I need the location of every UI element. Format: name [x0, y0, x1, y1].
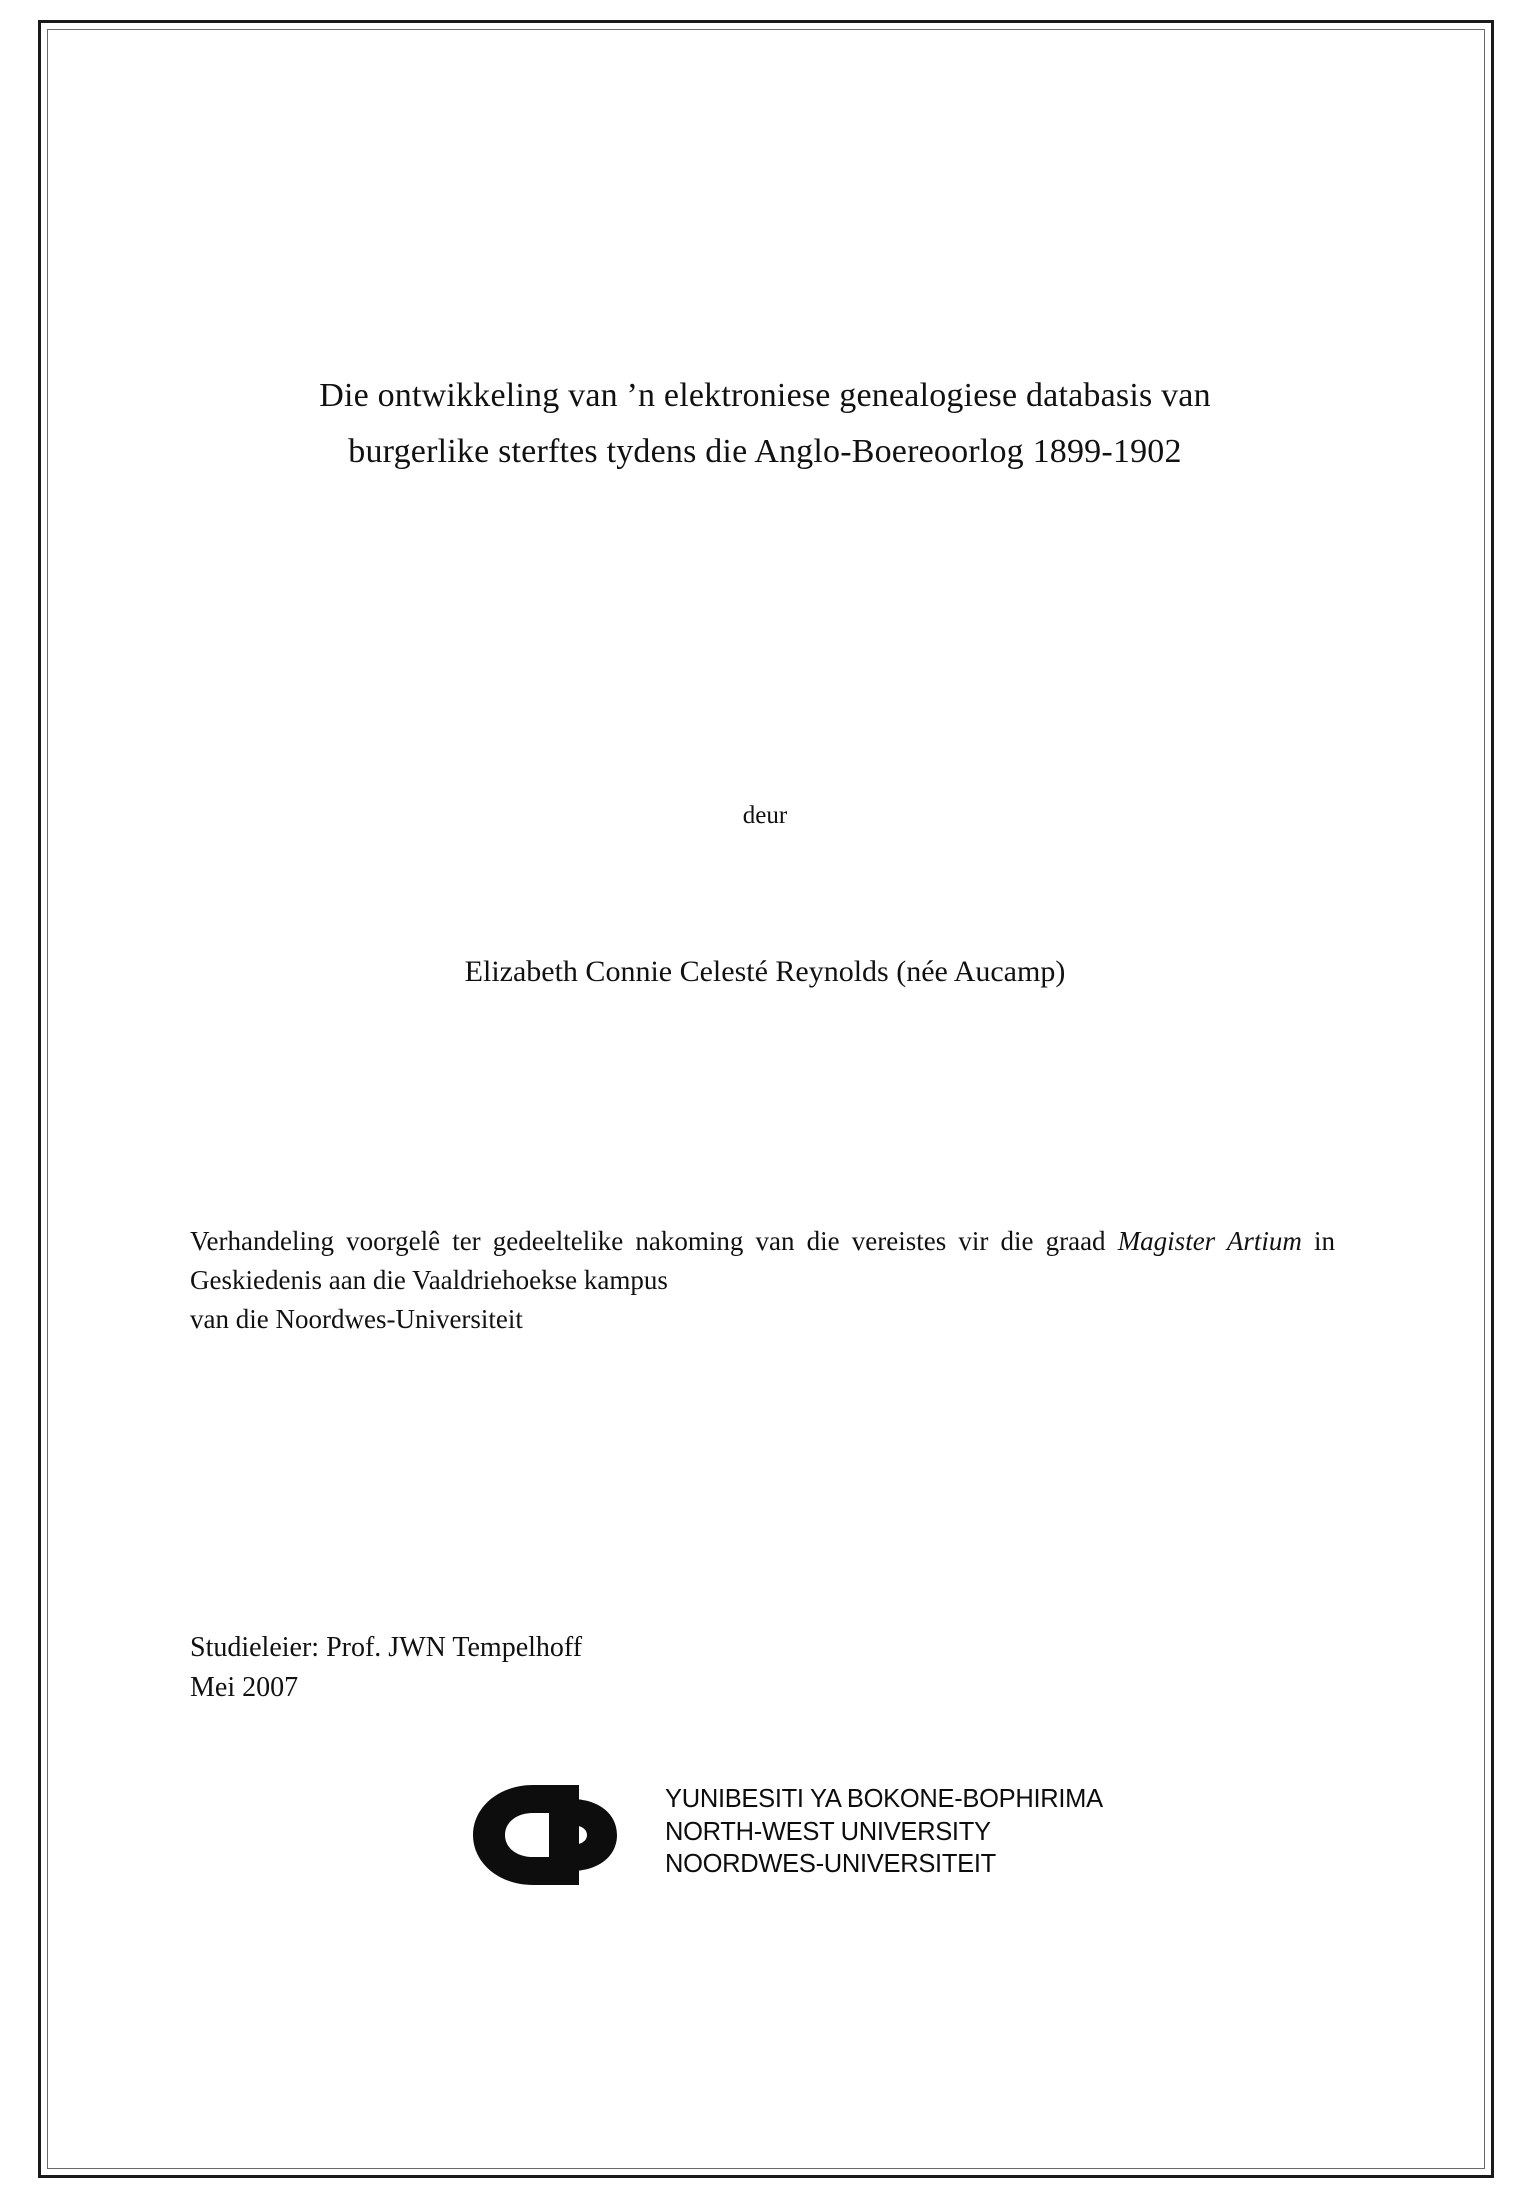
- supervisor-line: Studieleier: Prof. JWN Tempelhoff: [190, 1632, 583, 1663]
- page-content: [185, 0, 1345, 2206]
- supervisor-block: [190, 1628, 1190, 1708]
- author-name: Elizabeth Connie Celesté Reynolds (née Aucamp): [464, 955, 1066, 988]
- university-logo-text: [665, 1783, 1103, 1881]
- logo-text-line-1: YUNIBESITI YA BOKONE-BOPHIRIMA: [665, 1785, 1103, 1813]
- by-label: deur: [742, 802, 788, 829]
- degree-statement: [190, 1222, 1335, 1339]
- university-logo-block: [465, 1775, 1165, 1905]
- degree-statement-part-2: in Geskiedenis aan die Vaaldriehoekse kampus: [190, 1226, 1335, 1295]
- north-west-university-logo: [465, 1779, 655, 1891]
- degree-statement-line-2: van die Noordwes-Universiteit: [190, 1303, 523, 1334]
- title-line-1: Die ontwikkeling van ’n elektroniese genealogiese databasis van: [319, 377, 1211, 414]
- title-line-2: burgerlike sterftes tydens die Anglo-Boereoorlog 1899-1902: [348, 433, 1182, 471]
- page-title: [185, 368, 1345, 480]
- logo-text-line-2: NORTH-WEST UNIVERSITY: [665, 1817, 991, 1846]
- degree-name: Magister Artium: [1117, 1226, 1302, 1256]
- degree-statement-part-1: Verhandeling voorgelê ter gedeeltelike nakoming van die vereistes vir die graad: [190, 1226, 1118, 1256]
- degree-statement-line-1: [190, 1222, 1335, 1300]
- logo-text-line-3: NOORDWES-UNIVERSITEIT: [665, 1850, 996, 1879]
- date-line: Mei 2007: [190, 1671, 299, 1703]
